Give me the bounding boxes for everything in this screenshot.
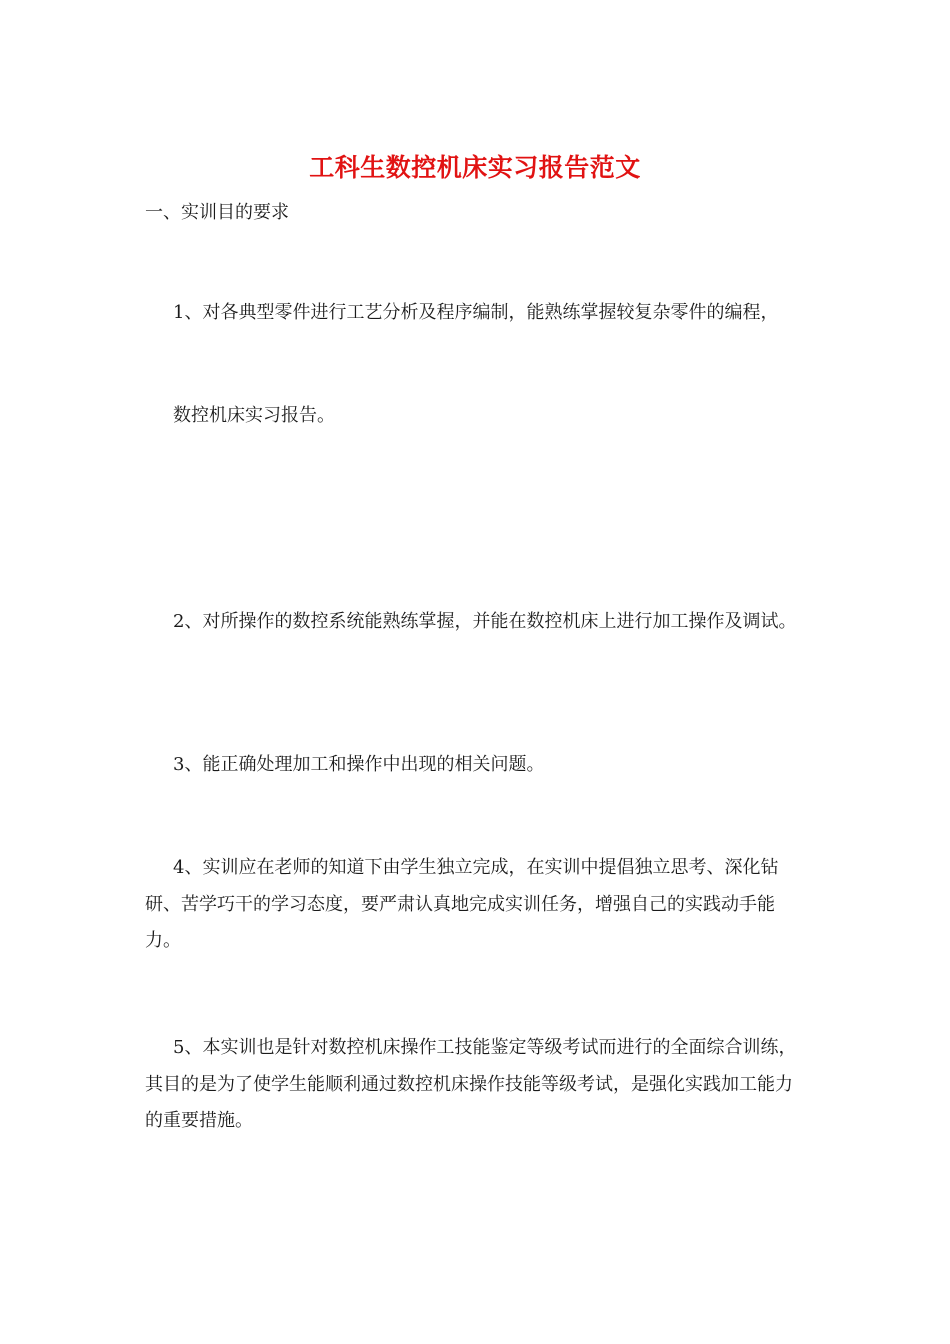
paragraph-3: 3、能正确处理加工和操作中出现的相关问题。 bbox=[173, 754, 545, 775]
paragraph-1-line-2: 数控机床实习报告。 bbox=[173, 405, 335, 426]
paragraph-2: 2、对所操作的数控系统能熟练掌握，并能在数控机床上进行加工操作及调试。 bbox=[173, 611, 797, 632]
document-title: 工科生数控机床实习报告范文 bbox=[309, 153, 641, 182]
paragraph-1-line-1: 1、对各典型零件进行工艺分析及程序编制，能熟练掌握较复杂零件的编程， bbox=[173, 302, 779, 323]
section-heading: 一、实训目的要求 bbox=[145, 202, 289, 223]
paragraph-4: 4、实训应在老师的知道下由学生独立完成，在实训中提倡独立思考、深化钻研、苦学巧干的学习态度，要严肃认真地完成实训任务，增强自己的实践动手能力。 bbox=[145, 857, 779, 951]
paragraph-5: 5、本实训也是针对数控机床操作工技能鉴定等级考试而进行的全面综合训练，其目的是为了使学生能顺利通过数控机床操作技能等级考试，是强化实践加工能力的重要措施。 bbox=[145, 1037, 797, 1131]
